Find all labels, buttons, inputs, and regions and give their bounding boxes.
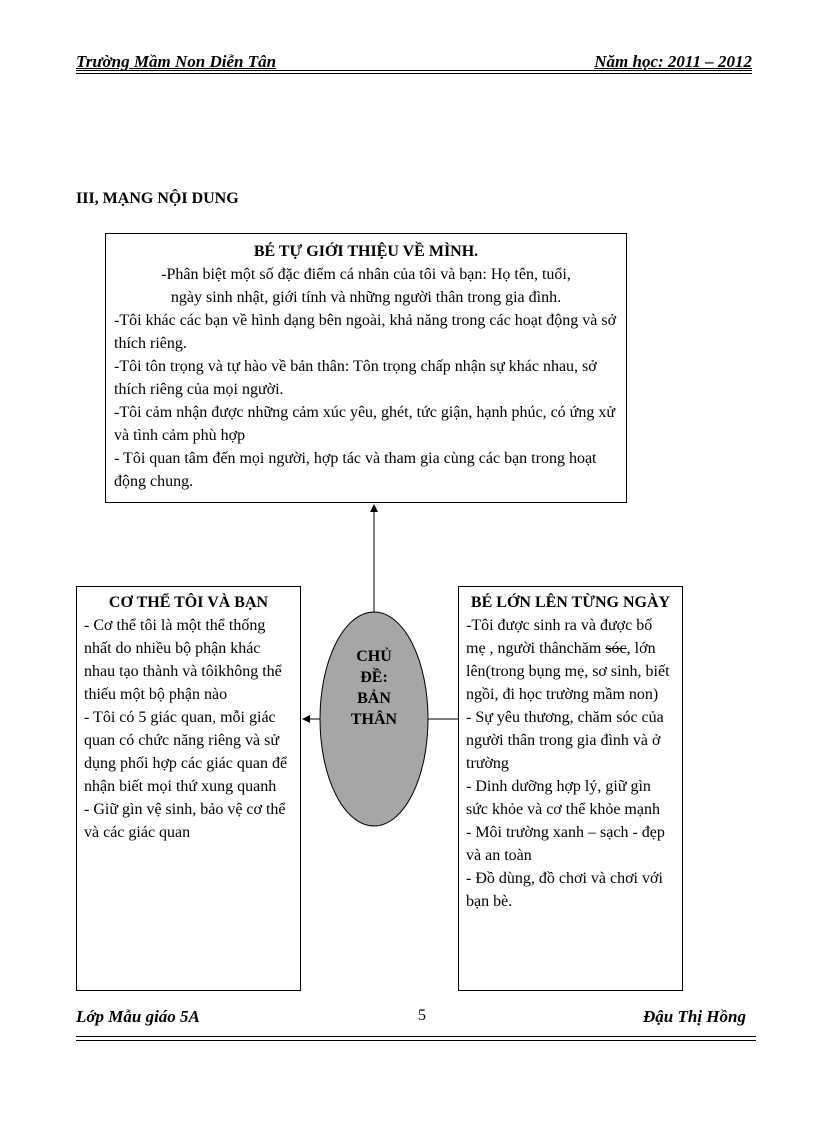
left-box-item: - Cơ thể tôi là một thể thống nhất do nhiều bộ phận khác nhau tạo thành và tôikhông thể thiếu một bộ phận nào — [84, 617, 282, 703]
left-box-item: - Tôi có 5 giác quan, mỗi giác quan có chức năng riêng và sử dụng phối hợp các giác quan để nhận biết mọi thứ xung quanh — [84, 709, 288, 795]
left-topic-box — [76, 586, 301, 991]
top-box-line: -Phân biệt một số đặc điểm cá nhân của tôi và bạn: Họ tên, tuổi, — [161, 266, 571, 283]
right-topic-box — [458, 586, 683, 991]
header-school: Trường Mầm Non Diễn Tân — [76, 52, 277, 71]
header-school-year: Năm học: 2011 – 2012 — [594, 52, 752, 71]
footer-class: Lớp Mẫu giáo 5A — [76, 1007, 200, 1026]
right-box-item-text: -Tôi được sinh ra và được bố mẹ , người thânchăm — [466, 617, 653, 657]
footer-rule-double — [76, 1040, 756, 1041]
center-label-line: THÂN — [350, 711, 398, 728]
center-theme-label — [318, 646, 430, 730]
top-box-title: BÉ TỰ GIỚI THIỆU VỀ MÌNH. — [253, 243, 479, 260]
top-topic-box — [105, 233, 627, 503]
right-box-item: - Dinh dưỡng hợp lý, giữ gìn sức khỏe và cơ thể khỏe mạnh — [466, 778, 660, 818]
top-box-line: ngày sinh nhật, giới tính và những người thân trong gia đình. — [170, 289, 562, 306]
right-box-item — [466, 614, 675, 706]
footer-teacher: Đậu Thị Hồng — [643, 1007, 746, 1026]
struck-word: sóc — [605, 640, 627, 657]
left-box-title: CƠ THỂ TÔI VÀ BẠN — [108, 594, 269, 611]
center-label-line: CHỦ — [356, 648, 392, 665]
right-box-item: - Đồ dùng, đồ chơi và chơi với bạn bè. — [466, 870, 663, 910]
center-theme — [318, 610, 430, 828]
section-heading: III, MẠNG NỘI DUNG — [76, 190, 239, 207]
top-box-line: -Tôi khác các bạn về hình dạng bên ngoài, khả năng trong các hoạt động và sở thích riêng. — [114, 312, 617, 352]
right-box-item-text: , lớn lên(trong bụng mẹ, sơ sinh, biết ngồi, đi học trường mầm non) — [466, 640, 670, 703]
footer-page-number: 5 — [418, 1007, 426, 1024]
footer-rule — [76, 1036, 756, 1037]
right-box-item: - Sự yêu thương, chăm sóc của người thân trong gia đình và ở trường — [466, 709, 664, 772]
right-box-item: - Môi trường xanh – sạch - đẹp và an toàn — [466, 824, 665, 864]
top-box-line: - Tôi quan tâm đến mọi người, hợp tác và tham gia cùng các bạn trong hoạt động chung. — [114, 450, 597, 490]
center-label-line: BẢN — [357, 690, 391, 707]
center-label-line: ĐỀ: — [360, 669, 388, 686]
top-box-line: -Tôi tôn trọng và tự hào về bản thân: Tôn trọng chấp nhận sự khác nhau, sở thích riêng của mọi người. — [114, 358, 597, 398]
left-box-item: - Giữ gìn vệ sinh, bảo vệ cơ thể và các giác quan — [84, 801, 286, 841]
top-box-line: -Tôi cảm nhận được những cảm xúc yêu, ghét, tức giận, hạnh phúc, có ứng xử và tình cảm phù hợp — [114, 404, 616, 444]
right-box-title: BÉ LỚN LÊN TỪNG NGÀY — [470, 594, 671, 611]
